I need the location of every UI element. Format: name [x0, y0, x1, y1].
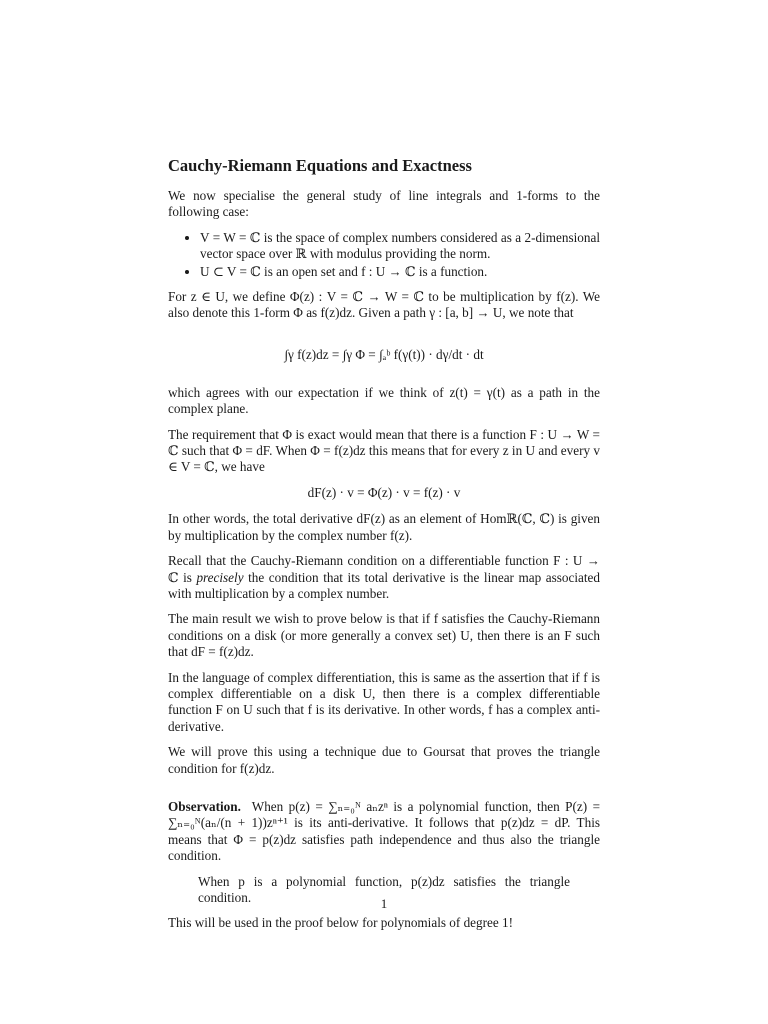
observation-label: Observation.	[168, 798, 241, 814]
recall-text-end: the condition that its total derivative is the linear map associated with multiplication by a complex number.	[168, 569, 600, 601]
list-item: • V = W = ℂ is the space of complex numbers considered as a 2-dimensional vector space over ℝ with modulus providing the norm.	[200, 230, 600, 263]
line-integral-equation: ∫γ f(z)dz = ∫γ Φ = ∫ₐᵇ f(γ(t)) · dγ/dt · dt	[284, 346, 484, 362]
definition-paragraph: For z ∈ U, we define Φ(z) : V = ℂ → W = ℂ to be multiplication by f(z). We also denote this 1-form Φ as f(z)dz. Given a path γ : [a, b] → U, we note that	[168, 289, 600, 321]
derivative-equation: dF(z) · v = Φ(z) · v = f(z) · v	[307, 484, 461, 500]
goursat-paragraph: We will prove this using a technique due to Goursat that proves the triangle condition for f(z)dz.	[168, 744, 600, 776]
assumptions-list	[168, 230, 600, 280]
observation-quote: When p is a polynomial function, p(z)dz satisfies the triangle condition.	[198, 873, 570, 905]
recall-text-start: Recall that the Cauchy-Riemann condition on a differentiable function F : U → ℂ is	[168, 553, 600, 585]
observation-paragraph	[168, 799, 600, 865]
main-result-paragraph: The main result we wish to prove below is that if f satisfies the Cauchy-Riemann conditions on a disk (or more generally a convex set) U, then there is an F such that dF = f(z)dz.	[168, 611, 600, 660]
page-number: 1	[380, 896, 388, 911]
document-body	[168, 156, 600, 941]
cauchy-riemann-paragraph	[168, 553, 600, 602]
total-derivative-paragraph: In other words, the total derivative dF(z) as an element of Homℝ(ℂ, ℂ) is given by multiplication by the complex number f(z).	[168, 511, 600, 543]
emphasis-precisely: precisely	[196, 569, 244, 585]
complex-differentiation-paragraph: In the language of complex differentiation, this is same as the assertion that if f is complex differentiable on a disk U, then there is a complex differentiable function F on U such that f is its derivative. In other words, f has a complex anti-derivative.	[168, 669, 600, 734]
section-title: Cauchy-Riemann Equations and Exactness	[168, 156, 472, 175]
intro-paragraph: We now specialise the general study of line integrals and 1-forms to the following case:	[168, 188, 600, 220]
agreement-paragraph: which agrees with our expectation if we think of z(t) = γ(t) as a path in the complex plane.	[168, 384, 600, 417]
closing-paragraph: This will be used in the proof below for polynomials of degree 1!	[168, 915, 513, 931]
exactness-paragraph: The requirement that Φ is exact would mean that there is a function F : U → W = ℂ such that Φ = dF. When Φ = f(z)dz this means that for every z in U and every v ∈ V = ℂ, we have	[168, 426, 600, 475]
observation-text: When p(z) = ∑ₙ₌₀ᴺ aₙzⁿ is a polynomial function, then P(z) = ∑ₙ₌₀ᴺ(aₙ/(n + 1))zⁿ⁺¹ is its anti-derivative. It follows that p(z)dz = dP. This means that Φ = p(z)dz satisfies path independence and thus also the triangle condition.	[168, 798, 601, 864]
list-item: • U ⊂ V = ℂ is an open set and f : U → ℂ is a function.	[200, 264, 600, 280]
